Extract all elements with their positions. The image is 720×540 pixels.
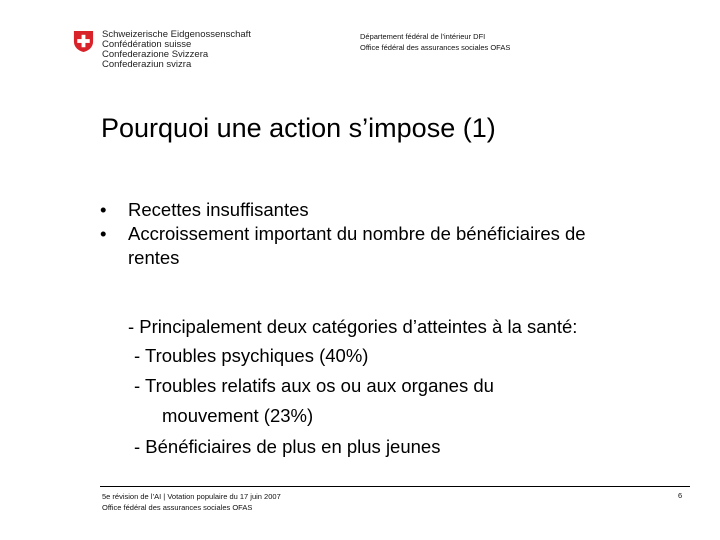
confederation-line: Confederaziun svizra (102, 59, 192, 70)
sub-heading: - Bénéficiaires de plus en plus jeunes (134, 436, 441, 457)
footer-line: 5e révision de l’AI | Votation populaire du 17 juin 2007 (102, 492, 281, 501)
department-header (360, 31, 510, 53)
confederation-line: Confédération suisse (102, 39, 192, 50)
sub-item: - Troubles relatifs aux os ou aux organes du (134, 375, 494, 396)
footer-divider (100, 486, 690, 487)
bullet-text: Recettes insuffisantes (128, 199, 309, 220)
office-line: Office fédéral des assurances sociales OFAS (360, 43, 511, 52)
slide-title: Pourquoi une action s’impose (1) (101, 113, 496, 143)
bullet-item (100, 222, 628, 270)
bullet-marker: • (100, 223, 107, 244)
sub-item: - Troubles psychiques (40%) (134, 345, 369, 366)
department-line: Département fédéral de l'intérieur DFI (360, 32, 486, 41)
bullet-text: Accroissement important du nombre de bénéficiaires de rentes (128, 223, 586, 268)
sub-item-continuation: mouvement (23%) (162, 405, 314, 426)
footer (102, 491, 281, 513)
confederation-line: Schweizerische Eidgenossenschaft (102, 29, 251, 40)
confederation-names (102, 30, 251, 70)
sub-heading: - Principalement deux catégories d’atteintes à la santé: (128, 316, 578, 337)
bullet-list (100, 198, 628, 270)
footer-line: Office fédéral des assurances sociales OFAS (102, 503, 253, 512)
page-number: 6 (678, 491, 683, 500)
swiss-cross-logo (72, 30, 95, 53)
confederation-line: Confederazione Svizzera (102, 49, 209, 60)
bullet-marker: • (100, 199, 107, 220)
bullet-item (100, 198, 628, 222)
